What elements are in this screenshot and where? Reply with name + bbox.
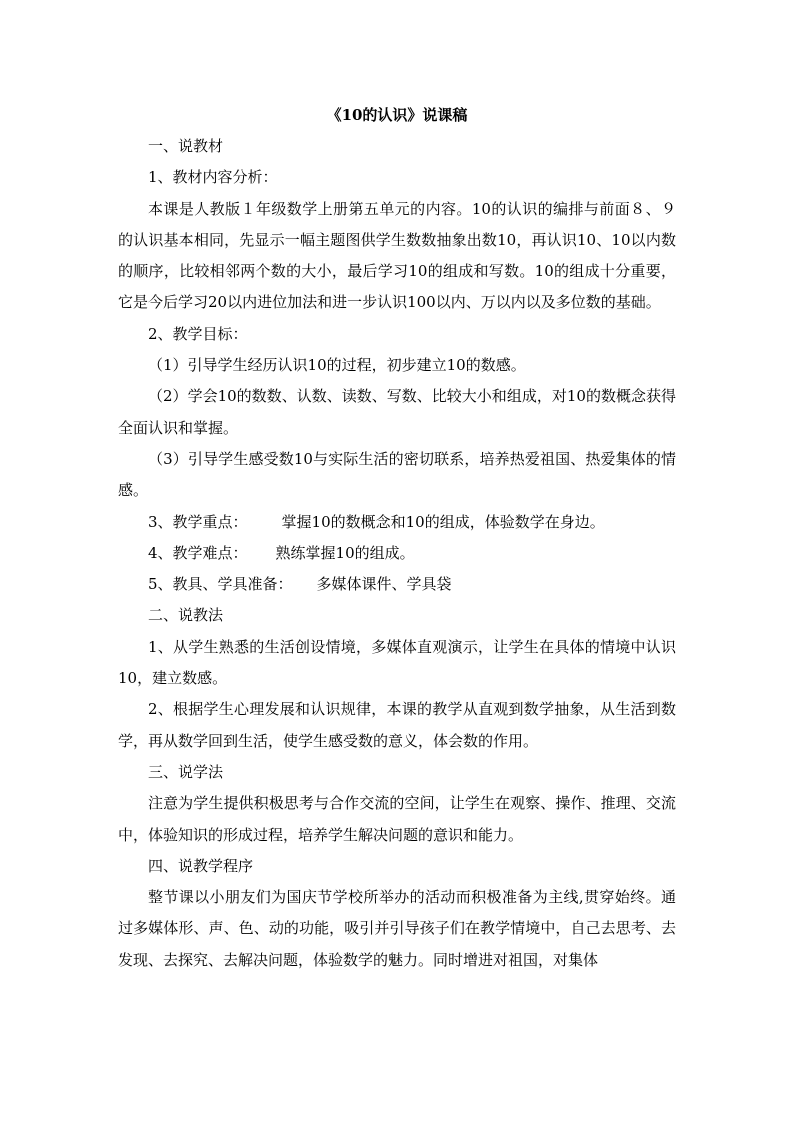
method-1: 1、从学生熟悉的生活创设情境，多媒体直观演示，让学生在具体的情境中认识10，建立数感。	[118, 637, 676, 688]
difficulty-label: 4、教学难点：	[148, 543, 248, 562]
key-point-value: 掌握10的数概念和10的组成，体验数学在身边。	[281, 512, 605, 531]
section-1-2-heading: 2、教学目标：	[148, 324, 248, 343]
procedure-body: 整节课以小朋友们为国庆节学校所举办的活动而积极准备为主线,贯穿始终。通过多媒体形、声、色、动的功能，吸引并引导孩子们在教学情境中，自己去思考、去发现、去探究、去解决问题，体验数学的魅力。同时增进对祖国，对集体	[118, 888, 676, 969]
section-3-heading: 三、说学法	[148, 762, 224, 781]
section-1-1-body: 本课是人教版１年级数学上册第五单元的内容。10的认识的编排与前面８、９的认识基本相同，先显示一幅主题图供学生数数抽象出数10，再认识10、10以内数的顺序，比较相邻两个数的大小，最后学习10的组成和写数。10的组成十分重要，它是今后学习20以内进位加法和进一步认识100以内、万以内以及多位数的基础。	[118, 199, 676, 312]
goal-3: （3）引导学生感受数10与实际生活的密切联系，培养热爱祖国、热爱集体的情感。	[118, 449, 676, 500]
section-2-heading: 二、说教法	[148, 606, 224, 625]
tools-line	[118, 569, 676, 600]
section-4-heading: 四、说教学程序	[148, 856, 254, 875]
tools-value: 多媒体课件、学具袋	[316, 575, 452, 594]
key-point-line	[118, 507, 676, 538]
tools-label: 5、教具、学具准备：	[148, 575, 293, 594]
key-point-label: 3、教学重点：	[148, 512, 248, 531]
learning-method-body: 注意为学生提供积极思考与合作交流的空间，让学生在观察、操作、推理、交流中，体验知识的形成过程，培养学生解决问题的意识和能力。	[118, 794, 676, 844]
document-title: 《10的认识》说课稿	[326, 106, 468, 124]
goal-2: （2）学会10的数数、认数、读数、写数、比较大小和组成，对10的数概念获得全面认识和掌握。	[118, 387, 676, 437]
difficulty-value: 熟练掌握10的组成。	[275, 543, 415, 562]
method-2: 2、根据学生心理发展和认识规律，本课的教学从直观到数学抽象，从生活到数学，再从数学回到生活，使学生感受数的意义，体会数的作用。	[118, 700, 676, 750]
goal-1: （1）引导学生经历认识10的过程，初步建立10的数感。	[148, 356, 526, 375]
section-1-heading: 一、说教材	[148, 137, 224, 155]
section-1-1-heading: 1、教材内容分析：	[148, 168, 278, 187]
difficulty-line	[118, 538, 676, 569]
